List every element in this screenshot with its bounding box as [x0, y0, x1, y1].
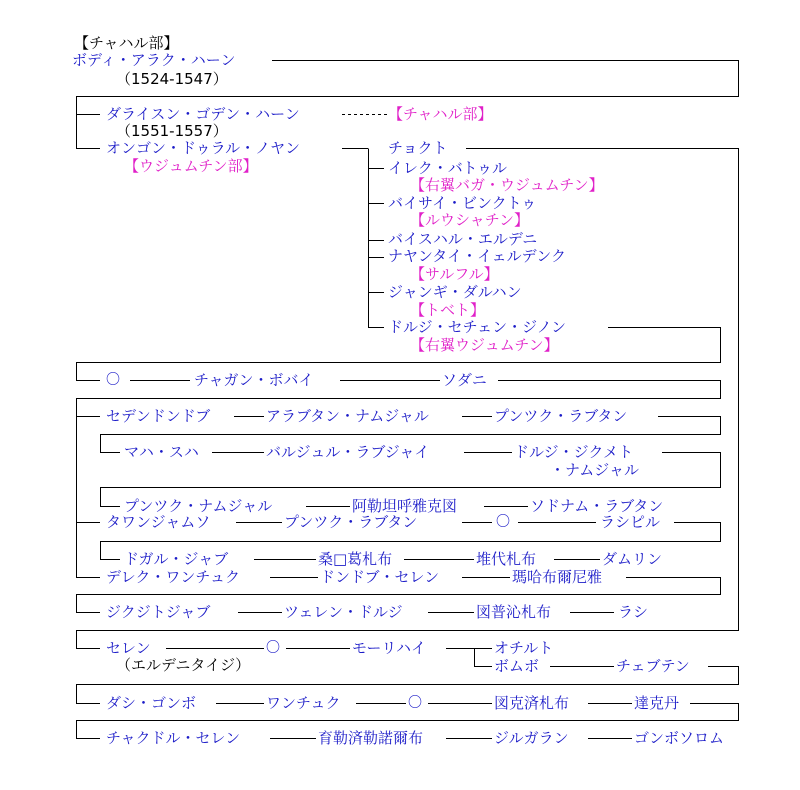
person-puntsug-rabtan-2: プンツク・ラブタン [284, 513, 418, 531]
line-bombo-branch [475, 649, 493, 667]
person-seren: セレン [106, 639, 151, 657]
person-tseren-dorji: ツェレン・ドルジ [284, 603, 403, 621]
person-alektan: 阿勒坦呼雅克図 [352, 497, 458, 515]
person-baisai: バイサイ・ビンクトゥ [388, 194, 537, 212]
nayantai-tribe: 【サルフル】 [410, 265, 499, 283]
person-irek: イレク・バトゥル [388, 159, 508, 177]
person-dorji-jigmed-2: ・ナムジャル [550, 461, 639, 479]
person-puntsug-namjal: プンツク・ナムジャル [124, 497, 273, 515]
unnamed-person-marker: 〇 [266, 640, 280, 656]
person-lasipil: ラシピル [600, 513, 661, 531]
person-damrin: ダムリン [602, 550, 663, 568]
person-nayantai: ナヤンタイ・イェルデンク [388, 247, 566, 265]
dorji-sechen-tribe: 【右翼ウジュムチン】 [410, 336, 559, 354]
daraisun-years: （1551-1557） [116, 122, 228, 140]
person-jigjitjab: ジクジトジャブ [106, 603, 211, 621]
person-sanggejab: 桑□葛札布 [318, 550, 393, 568]
person-mahabunirya: 瑪哈布爾尼雅 [512, 568, 603, 586]
person-dakdan: 達克丹 [634, 694, 680, 712]
seren-alias: （エルデニタイジ） [116, 656, 251, 674]
person-maha: マハ・スハ [124, 443, 199, 461]
person-dorji-sechen: ドルジ・セチェン・ジノン [388, 318, 566, 336]
person-chagan: チャガン・ボバイ [194, 371, 314, 389]
person-chakdor: チャクドル・セレン [106, 729, 241, 747]
person-chokto: チョクト [388, 139, 448, 157]
person-lasi: ラシ [618, 603, 649, 621]
person-bodi-alag: ボディ・アラク・ハーン [72, 51, 236, 69]
person-daraisun: ダライスン・ゴデン・ハーン [106, 105, 300, 123]
unnamed-person-marker: 〇 [106, 372, 120, 388]
person-wangchuk: ワンチュク [266, 694, 341, 712]
person-arabtan: アラブタン・ナムジャル [266, 407, 429, 425]
baisai-tribe: 【ルウシャチン】 [410, 211, 529, 229]
person-moorihai: モーリハイ [352, 639, 426, 657]
person-tukejijab: 図克済札布 [494, 694, 570, 712]
person-delek: デレク・ワンチュク [106, 568, 240, 586]
person-sedendondub: セデンドンドブ [106, 407, 211, 425]
person-baljul: バルジュル・ラブジャイ [266, 443, 430, 461]
bodi-years: （1524-1547） [116, 70, 228, 88]
person-baiskhal: バイスハル・エルデニ [388, 230, 538, 248]
person-sodani: ソダニ [442, 371, 487, 389]
daraisun-tribe-link: 【チャハル部】 [388, 105, 493, 123]
person-dondub-seren: ドンドブ・セレン [320, 568, 440, 586]
person-puntsug-rabtan-1: プンツク・ラブタン [494, 407, 628, 425]
person-dorji-jigmed: ドルジ・ジクメト [514, 443, 634, 461]
person-ochiruto: オチルト [494, 639, 554, 657]
person-dogal: ドガル・ジャブ [124, 550, 229, 568]
person-duidaijab: 堆代札布 [476, 550, 537, 568]
person-sodnam: ソドナム・ラブタン [530, 497, 664, 515]
person-jirgaran: ジルガラン [494, 729, 569, 747]
line-sons-trunk [369, 149, 385, 328]
page-title: 【チャハル部】 [74, 34, 179, 52]
person-gombosorom: ゴンボソロム [634, 729, 725, 747]
unnamed-person-marker: 〇 [408, 695, 422, 711]
unnamed-person-marker: 〇 [496, 514, 510, 530]
person-chebten: チェブテン [616, 657, 690, 675]
person-erdengjab: 育勒済勒諾爾布 [318, 729, 424, 747]
person-janggi: ジャンギ・ダルハン [388, 283, 522, 301]
person-bombo: ボムボ [494, 657, 540, 675]
person-dasi: ダシ・ゴンボ [106, 694, 197, 712]
ongon-tribe: 【ウジュムチン部】 [124, 157, 258, 175]
irek-tribe: 【右翼バガ・ウジュムチン】 [410, 176, 604, 194]
person-ongon: オンゴン・ドゥラル・ノヤン [106, 139, 301, 157]
janggi-tribe: 【トベト】 [410, 301, 486, 319]
person-tupuqinjab: 図普沁札布 [476, 603, 552, 621]
person-tawanjamso: タワンジャムソ [106, 513, 211, 531]
